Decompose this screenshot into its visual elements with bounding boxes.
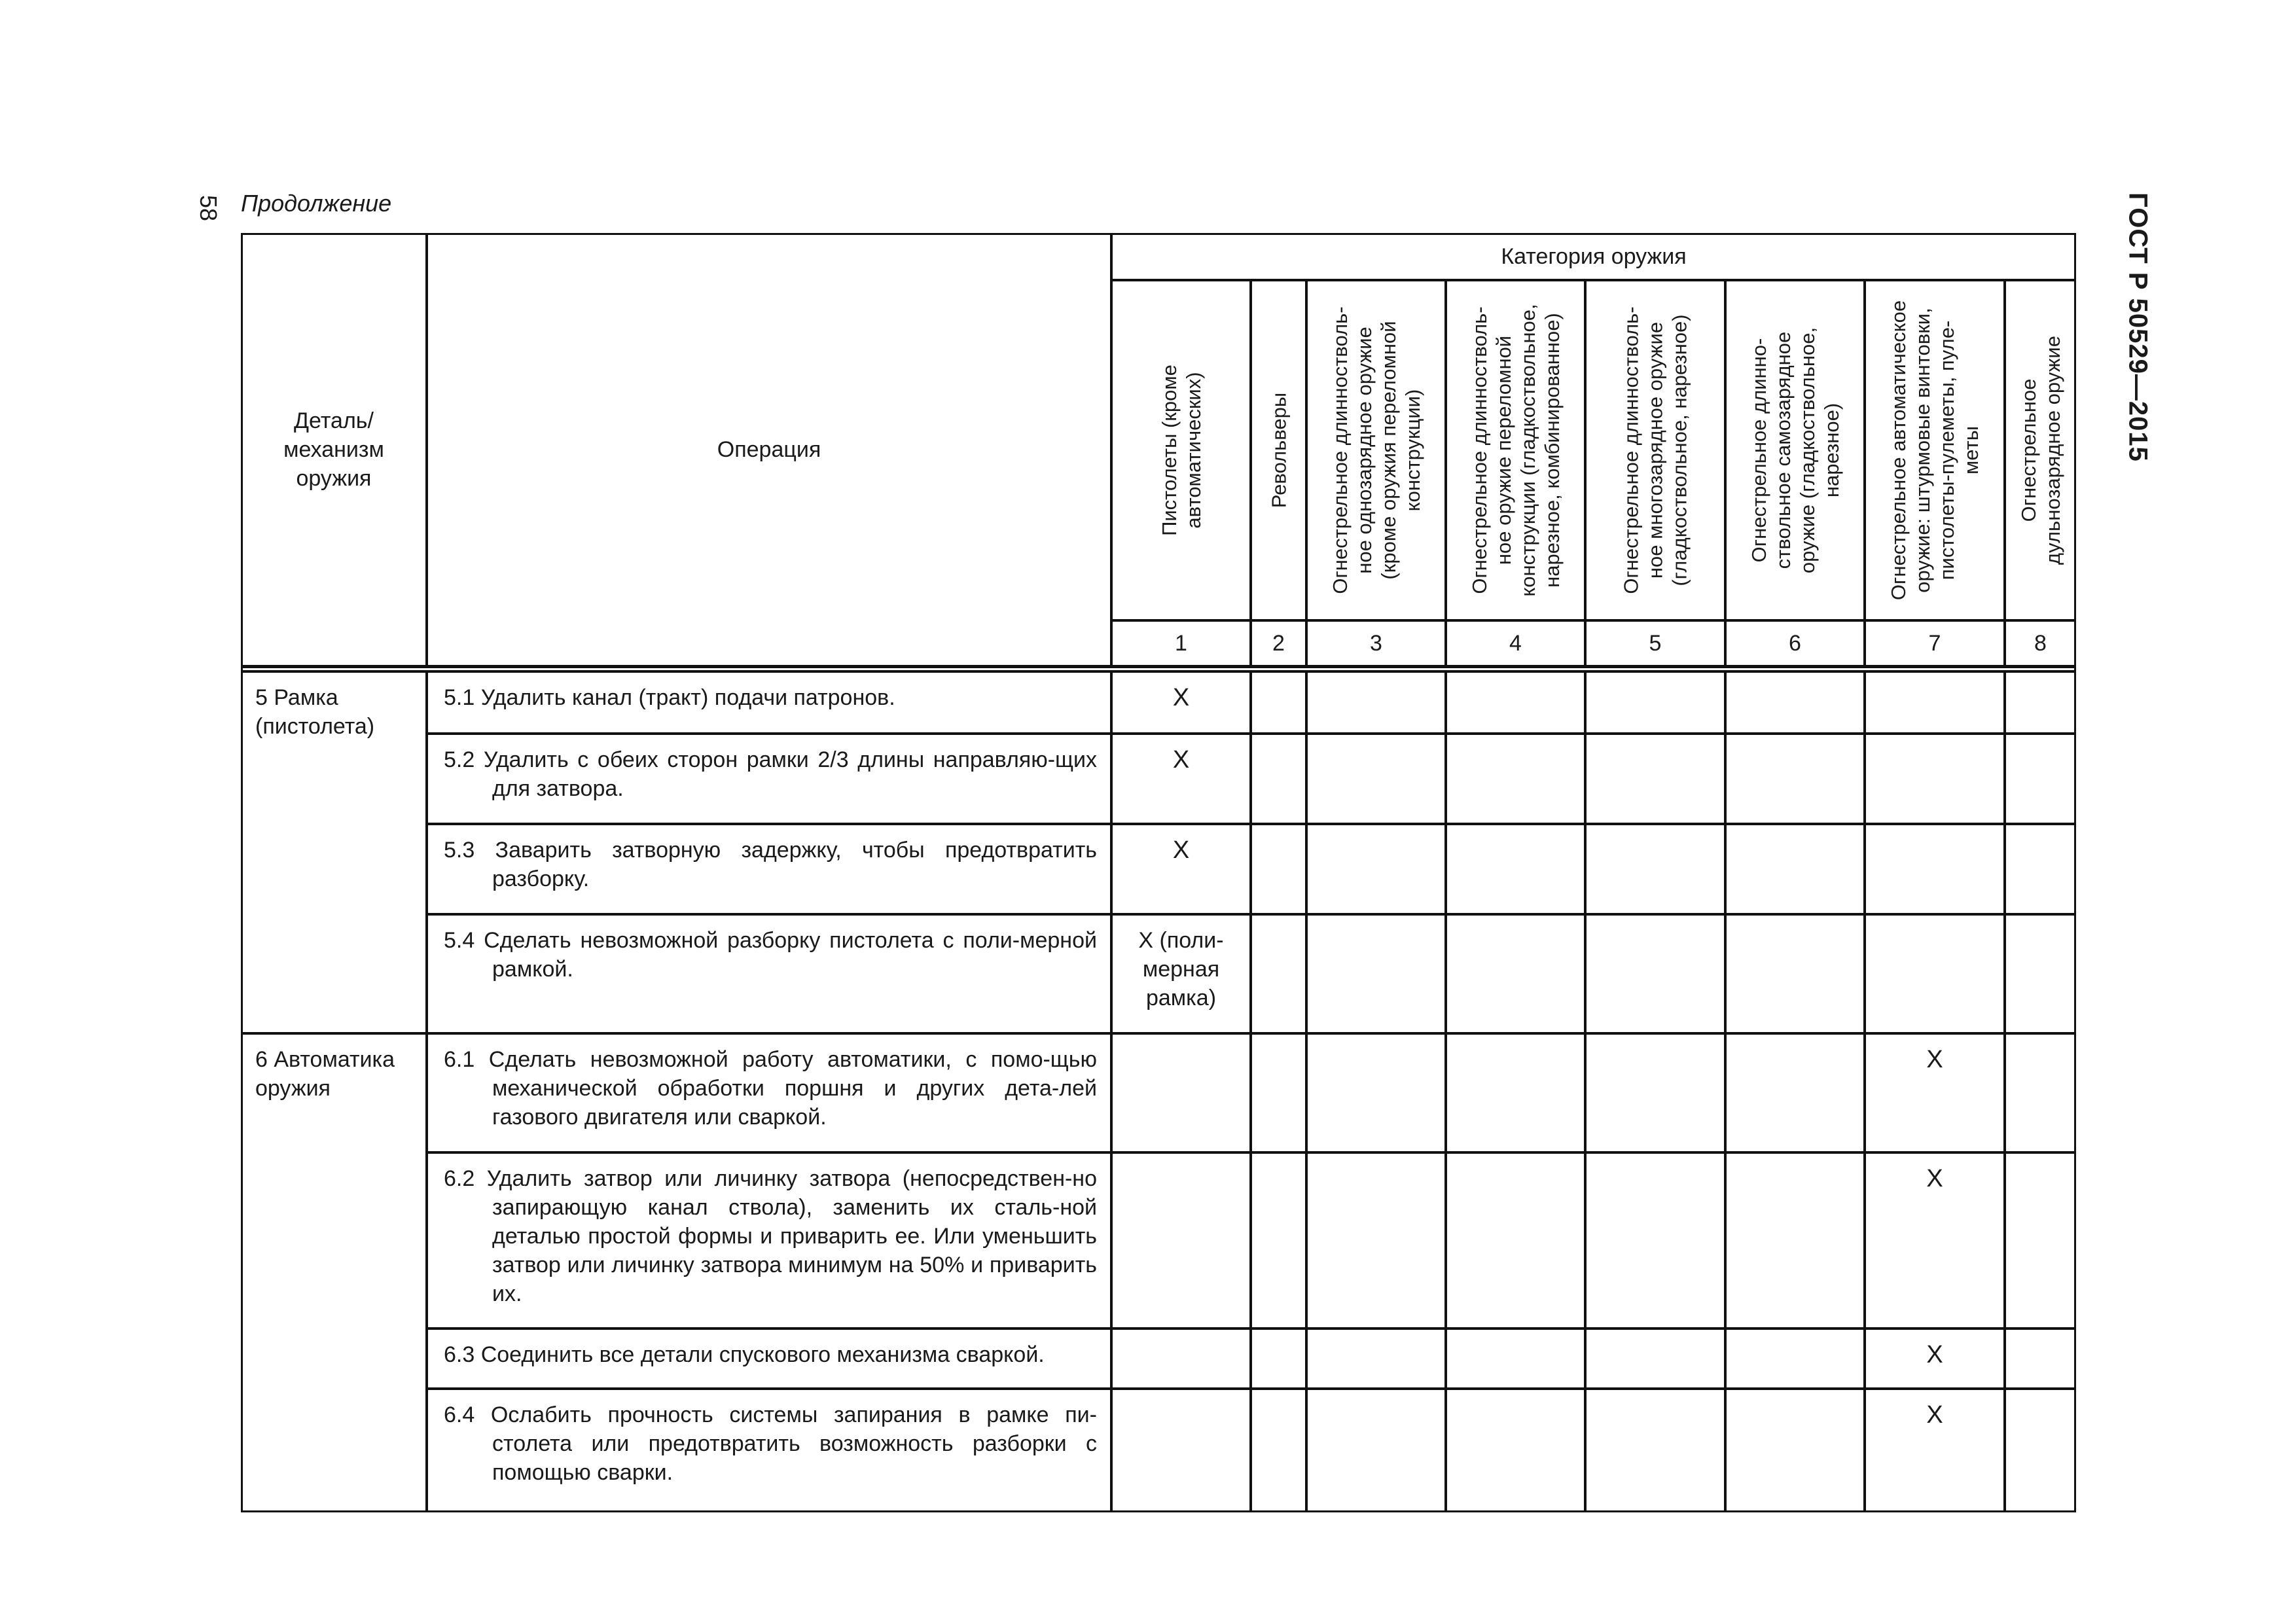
column-header-2 — [1251, 280, 1306, 620]
mark-cell-col-6 — [1725, 734, 1865, 824]
mark-cell-col-6 — [1725, 1389, 1865, 1512]
operation-cell — [427, 1329, 1111, 1389]
mark-cell-col-3 — [1306, 1152, 1446, 1329]
mark-value: X — [1926, 1046, 1943, 1073]
mark-cell-col-1 — [1111, 914, 1251, 1033]
mark-cell-col-4 — [1446, 824, 1585, 914]
operation-cell — [427, 1152, 1111, 1329]
mark-cell-col-5 — [1585, 671, 1725, 734]
mark-cell-col-7 — [1865, 1329, 2005, 1389]
mark-value: X — [1172, 836, 1190, 864]
column-header-label-3: Огнестрельное длинностволь- ное однозарядное оружие (кроме оружия переломной конструкции) — [1328, 306, 1424, 594]
mark-cell-col-5 — [1585, 1033, 1725, 1152]
operation-text: 6.4 Ослабить прочность системы запирания в рамке пи-столета или предотвратить возможность разборки с помощью сварки. — [444, 1402, 1097, 1485]
mark-cell-col-5 — [1585, 914, 1725, 1033]
column-header-label-6: Огнестрельное длинно- ствольное самозарядное оружие (гладкоствольное, нарезное) — [1747, 327, 1843, 574]
column-header-5 — [1585, 280, 1725, 620]
column-number-label-8: 8 — [2034, 631, 2047, 656]
mark-cell-col-6 — [1725, 1329, 1865, 1389]
operation-text: 5.2 Удалить с обеих сторон рамки 2/3 длины направляю-щих для затвора. — [444, 747, 1097, 801]
mark-cell-col-1 — [1111, 1033, 1251, 1152]
mark-cell-col-6 — [1725, 914, 1865, 1033]
mark-cell-col-7 — [1865, 824, 2005, 914]
mark-cell-col-4 — [1446, 1152, 1585, 1329]
mark-cell-col-2 — [1251, 1329, 1306, 1389]
mark-cell-col-2 — [1251, 671, 1306, 734]
page-number: 58 — [195, 194, 222, 222]
header-part-label: Деталь/ механизм оружия — [283, 408, 384, 491]
operation-text: 6.1 Сделать невозможной работу автоматики, с помо-щью механической обработки поршня и других дета-лей газового двигателя или сваркой. — [444, 1047, 1097, 1130]
column-header-8 — [2005, 280, 2076, 620]
mark-cell-col-6 — [1725, 1152, 1865, 1329]
mark-cell-col-6 — [1725, 824, 1865, 914]
header-operation-label: Операция — [717, 437, 821, 462]
mark-cell-col-6 — [1725, 1033, 1865, 1152]
column-number-label-1: 1 — [1175, 631, 1187, 656]
mark-cell-col-4 — [1446, 734, 1585, 824]
mark-cell-col-2 — [1251, 1152, 1306, 1329]
mark-cell-col-4 — [1446, 1033, 1585, 1152]
column-header-4 — [1446, 280, 1585, 620]
operation-text: 5.1 Удалить канал (тракт) подачи патронов. — [444, 685, 895, 710]
column-number-3 — [1306, 620, 1446, 666]
mark-cell-col-8 — [2005, 1389, 2076, 1512]
column-header-3 — [1306, 280, 1446, 620]
operation-cell — [427, 1033, 1111, 1152]
header-category-cell — [1111, 233, 2076, 280]
mark-cell-col-2 — [1251, 734, 1306, 824]
column-header-label-1: Пистолеты (кроме автоматических) — [1157, 365, 1205, 536]
mark-cell-col-2 — [1251, 914, 1306, 1033]
group-part-cell — [241, 671, 427, 1033]
mark-cell-col-3 — [1306, 1033, 1446, 1152]
column-number-label-4: 4 — [1509, 631, 1522, 656]
mark-cell-col-2 — [1251, 824, 1306, 914]
mark-cell-col-4 — [1446, 914, 1585, 1033]
mark-cell-col-1 — [1111, 734, 1251, 824]
mark-cell-col-8 — [2005, 824, 2076, 914]
operation-cell — [427, 734, 1111, 824]
group-part-label: 6 Автоматика оружия — [255, 1047, 395, 1101]
operation-text: 5.4 Сделать невозможной разборку пистолета с поли-мерной рамкой. — [444, 928, 1097, 982]
mark-cell-col-7 — [1865, 734, 2005, 824]
column-number-label-3: 3 — [1370, 631, 1382, 656]
operation-cell — [427, 671, 1111, 734]
group-part-cell — [241, 1033, 427, 1512]
operation-cell — [427, 1389, 1111, 1512]
operation-cell — [427, 914, 1111, 1033]
header-operation-cell — [427, 233, 1111, 666]
mark-value: X — [1926, 1401, 1943, 1429]
mark-cell-col-5 — [1585, 1329, 1725, 1389]
column-header-1 — [1111, 280, 1251, 620]
mark-cell-col-1 — [1111, 1329, 1251, 1389]
mark-cell-col-7 — [1865, 1152, 2005, 1329]
mark-cell-col-4 — [1446, 671, 1585, 734]
mark-cell-col-3 — [1306, 1389, 1446, 1512]
column-header-label-5: Огнестрельное длинностволь- ное многозарядное оружие (гладкоствольное, нарезное) — [1619, 306, 1691, 594]
mark-cell-col-8 — [2005, 1152, 2076, 1329]
header-category-label: Категория оружия — [1501, 244, 1687, 269]
operation-text: 5.3 Заварить затворную задержку, чтобы предотвратить разборку. — [444, 838, 1097, 891]
mark-cell-col-2 — [1251, 1033, 1306, 1152]
mark-cell-col-8 — [2005, 671, 2076, 734]
mark-cell-col-7 — [1865, 914, 2005, 1033]
column-header-6 — [1725, 280, 1865, 620]
mark-cell-col-1 — [1111, 1152, 1251, 1329]
mark-cell-col-4 — [1446, 1389, 1585, 1512]
column-number-label-6: 6 — [1789, 631, 1801, 656]
column-number-6 — [1725, 620, 1865, 666]
mark-cell-col-3 — [1306, 824, 1446, 914]
mark-cell-col-8 — [2005, 1329, 2076, 1389]
column-header-label-8: Огнестрельное дульнозарядное оружие — [2017, 336, 2064, 565]
operation-cell — [427, 824, 1111, 914]
mark-cell-col-3 — [1306, 1329, 1446, 1389]
mark-cell-col-5 — [1585, 1152, 1725, 1329]
mark-cell-col-2 — [1251, 1389, 1306, 1512]
mark-cell-col-1 — [1111, 671, 1251, 734]
column-number-4 — [1446, 620, 1585, 666]
column-header-label-2: Револьверы — [1267, 392, 1290, 508]
mark-value: X — [1926, 1341, 1943, 1368]
mark-cell-col-8 — [2005, 1033, 2076, 1152]
mark-cell-col-3 — [1306, 734, 1446, 824]
mark-cell-col-5 — [1585, 734, 1725, 824]
column-number-label-2: 2 — [1272, 631, 1285, 656]
header-part-cell — [241, 233, 427, 666]
column-number-8 — [2005, 620, 2076, 666]
column-header-label-4: Огнестрельное длинностволь- ное оружие переломной конструкции (гладкоствольное, нарезное, комбинированное) — [1467, 304, 1564, 597]
mark-cell-col-1 — [1111, 824, 1251, 914]
header-separator-line — [241, 666, 2076, 668]
mark-cell-col-4 — [1446, 1329, 1585, 1389]
group-part-label: 5 Рамка (пистолета) — [255, 685, 375, 739]
mark-cell-col-6 — [1725, 671, 1865, 734]
mark-cell-col-8 — [2005, 734, 2076, 824]
mark-cell-col-3 — [1306, 914, 1446, 1033]
mark-cell-col-3 — [1306, 671, 1446, 734]
column-number-label-7: 7 — [1928, 631, 1941, 656]
mark-cell-col-5 — [1585, 824, 1725, 914]
mark-cell-col-5 — [1585, 1389, 1725, 1512]
mark-value: X (поли- мерная рамка) — [1138, 928, 1224, 1010]
column-number-2 — [1251, 620, 1306, 666]
operation-text: 6.3 Соединить все детали спускового механизма сваркой. — [444, 1342, 1045, 1367]
column-number-1 — [1111, 620, 1251, 666]
continuation-label: Продолжение — [241, 190, 392, 217]
document-title: ГОСТ Р 50529—2015 — [2123, 192, 2153, 462]
mark-value: X — [1172, 684, 1190, 711]
column-header-7 — [1865, 280, 2005, 620]
mark-cell-col-7 — [1865, 1389, 2005, 1512]
column-number-7 — [1865, 620, 2005, 666]
mark-cell-col-8 — [2005, 914, 2076, 1033]
operation-text: 6.2 Удалить затвор или личинку затвора (непосредствен-но запирающую канал ствола), заменить их сталь-ной деталью простой формы и приварить ее. Или уменьшить затвор или личинку затвора минимум на 50% и приварить их. — [444, 1166, 1097, 1306]
column-number-label-5: 5 — [1649, 631, 1662, 656]
column-header-label-7: Огнестрельное автоматическое оружие: штурмовые винтовки, пистолеты-пулеметы, пуле- меты — [1887, 300, 1982, 601]
mark-value: X — [1172, 746, 1190, 774]
mark-cell-col-1 — [1111, 1389, 1251, 1512]
column-number-5 — [1585, 620, 1725, 666]
mark-value: X — [1926, 1165, 1943, 1192]
mark-cell-col-7 — [1865, 671, 2005, 734]
mark-cell-col-7 — [1865, 1033, 2005, 1152]
